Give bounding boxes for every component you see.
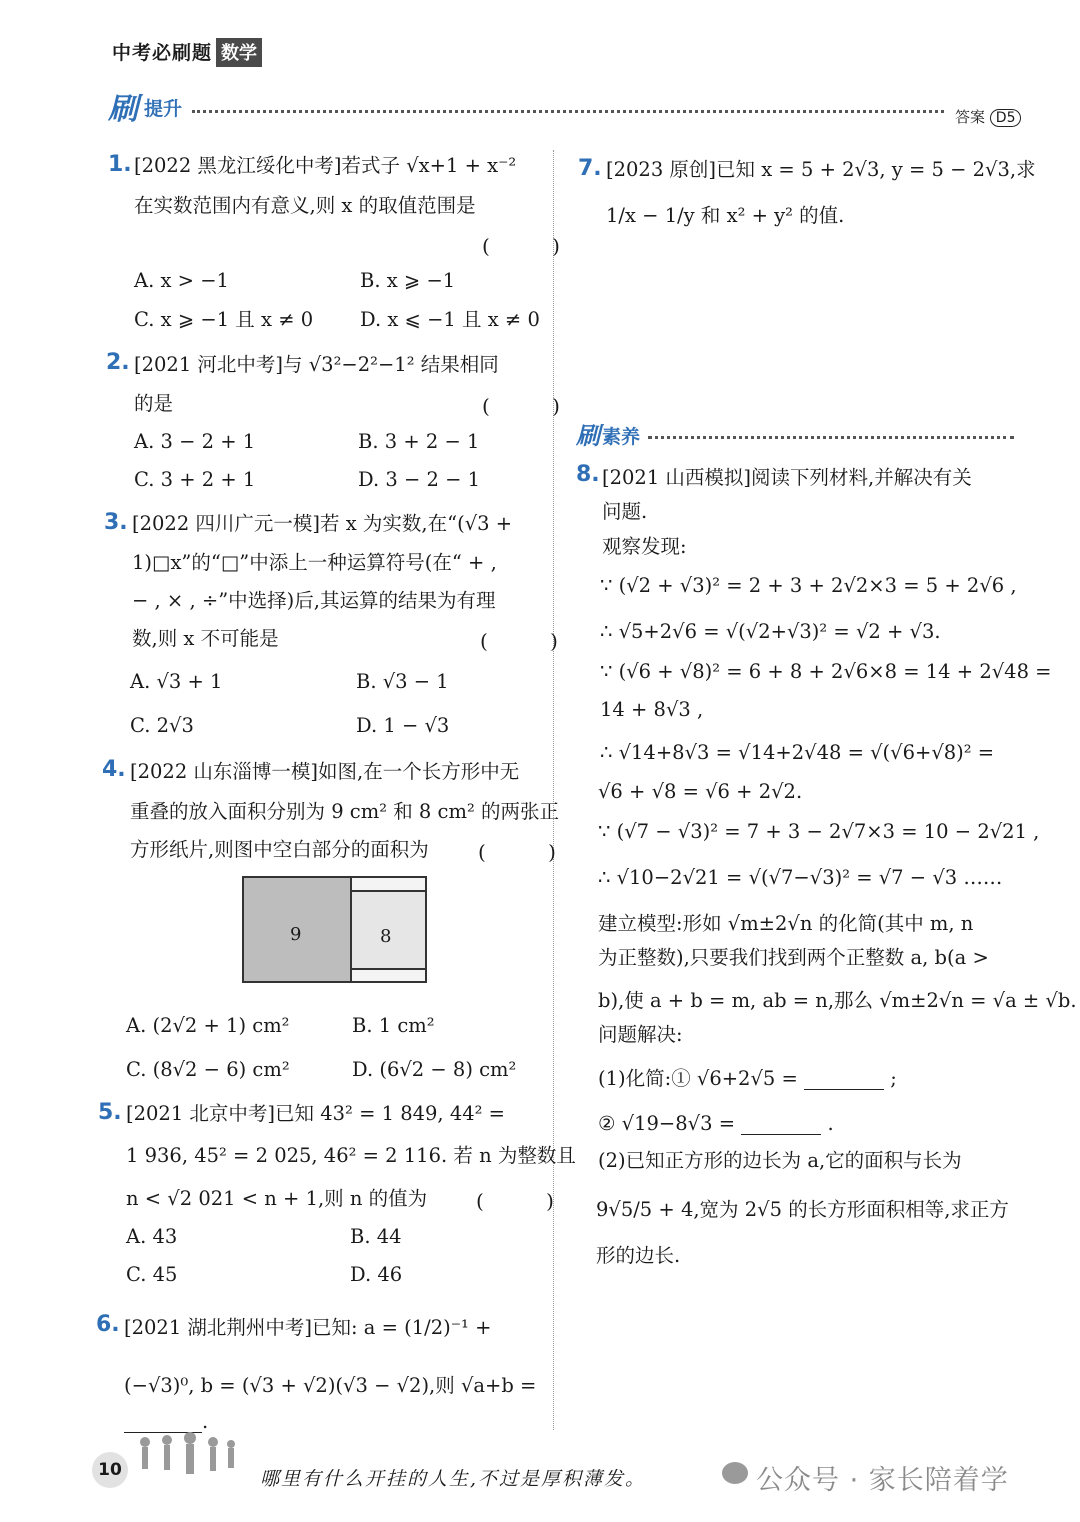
wechat-icon [722,1462,748,1484]
book-title: 中考必刷题 [112,42,213,64]
question-text: [2022 四川广元一模]若 x 为实数,在“(√3 + [132,512,513,535]
question-text: √6 + √8 = √6 + 2√2. [598,780,803,803]
option-c: C. 45 [126,1263,178,1286]
question-text: ∵ (√7 − √3)² = 7 + 3 − 2√7×3 = 10 − 2√21 , [598,820,1040,843]
question-text: 的是 [134,392,174,415]
square-9-label: 9 [290,924,302,945]
brush-icon: 刷 [576,422,600,450]
section-title-tisheng: 提升 [144,98,183,120]
question-text: 数,则 x 不可能是 [132,627,279,650]
option-b: B. 1 cm² [352,1014,435,1037]
rectangle-figure [242,876,427,983]
question-text: 形的边长. [596,1244,681,1267]
question-text: (2)已知正方形的边长为 a,它的面积与长为 [598,1149,962,1172]
question-text [598,1114,834,1135]
sub-question-1-1: (1)化简:① √6+2√5 = [598,1067,798,1090]
question-number: 6. [96,1312,120,1337]
section-title-suyang: 素养 [602,426,641,448]
answer-parentheses: ( ) [482,394,588,418]
question-text: ∴ √5+2√6 = √(√2+√3)² = √2 + √3. [600,620,941,643]
square-9 [244,878,352,981]
option-b: B. 44 [350,1225,402,1248]
question-number: 2. [106,350,130,375]
question-text: [2021 河北中考]与 √3²−2²−1² 结果相同 [134,353,499,376]
question-text: 方形纸片,则图中空白部分的面积为 [130,838,429,861]
question-number: 4. [102,757,126,782]
question-text: 重叠的放入面积分别为 9 cm² 和 8 cm² 的两张正 [130,800,559,823]
square-8 [350,890,425,970]
question-text: 14 + 8√3 , [600,698,704,721]
option-d: D. 46 [350,1263,403,1286]
question-text: (−√3)⁰, b = (√3 + √2)(√3 − √2),则 √a+b = [124,1374,537,1397]
question-text: ∴ √14+8√3 = √14+2√48 = √(√6+√8)² = [600,741,995,764]
subject-badge: 数学 [216,38,262,67]
answer-blank-line [124,1412,208,1433]
question-text: b),使 a + b = m, ab = n,那么 √m±2√n = √a ± √b. [598,989,1077,1012]
people-silhouette-icon [135,1432,240,1492]
option-a: A. 3 − 2 + 1 [134,430,256,453]
question-text: 1/x − 1/y 和 x² + y² 的值. [606,204,845,227]
answer-code: D5 [990,109,1022,127]
question-text: 问题解决: [598,1023,683,1046]
footer-motto: 哪里有什么开挂的人生,不过是厚积薄发。 [260,1468,647,1490]
question-text: ∵ (√6 + √8)² = 6 + 8 + 2√6×8 = 14 + 2√48 = [600,660,1052,683]
question-text: 1)□x”的“□”中添上一种运算符号(在“ + , [132,551,497,574]
option-d: D. 3 − 2 − 1 [358,468,481,491]
question-text: [2023 原创]已知 x = 5 + 2√3, y = 5 − 2√3,求 [606,158,1036,181]
answer-reference [955,106,1021,127]
question-text: 建立模型:形如 √m±2√n 的化简(其中 m, n [598,912,974,935]
sub-question-1-2: ② √19−8√3 = [598,1112,736,1135]
option-c: C. x ⩾ −1 且 x ≠ 0 [134,308,314,331]
question-text: 在实数范围内有意义,则 x 的取值范围是 [134,194,476,217]
question-text: [2022 山东淄博一模]如图,在一个长方形中无 [130,760,520,783]
question-text: [2022 黑龙江绥化中考]若式子 √x+1 + x⁻² [134,154,517,177]
option-b: B. 3 + 2 − 1 [358,430,480,453]
question-text: 为正整数),只要我们找到两个正整数 a, b(a > [598,946,989,969]
watermark: 公众号 · 家长陪着学 [756,1465,1009,1496]
question-text: [2021 山西模拟]阅读下列材料,并解决有关 [602,466,972,489]
option-d: D. 1 − √3 [356,714,450,737]
page-number: 10 [92,1452,128,1488]
question-text: 1 936, 45² = 2 025, 46² = 2 116. 若 n 为整数且 [126,1144,576,1167]
answer-label: 答案 [955,108,986,126]
question-number: 8. [576,462,600,487]
question-number: 7. [578,156,602,181]
punctuation: . [827,1112,834,1135]
question-number: 5. [98,1100,122,1125]
answer-parentheses: ( ) [478,840,584,864]
option-b: B. x ⩾ −1 [360,269,456,292]
option-d: D. x ⩽ −1 且 x ≠ 0 [360,308,540,331]
answer-parentheses: ( ) [480,629,586,653]
question-number: 1. [108,152,132,177]
punctuation: ; [890,1067,897,1090]
section-divider [648,436,1014,439]
question-text: [2021 北京中考]已知 43² = 1 849, 44² = [126,1102,505,1125]
option-c: C. (8√2 − 6) cm² [126,1058,290,1081]
option-a: A. 43 [126,1225,178,1248]
option-a: A. x > −1 [134,269,229,292]
question-text: 问题. [602,500,648,523]
square-8-label: 8 [380,926,392,947]
option-b: B. √3 − 1 [356,670,449,693]
option-d: D. (6√2 − 8) cm² [352,1058,517,1081]
option-c: C. 3 + 2 + 1 [134,468,256,491]
question-number: 3. [104,510,128,535]
question-text: 9√5/5 + 4,宽为 2√5 的长方形面积相等,求正方 [596,1198,1009,1221]
question-text: [2021 湖北荆州中考]已知: a = (1/2)⁻¹ + [124,1316,492,1339]
question-text: 观察发现: [602,535,687,558]
question-text: n < √2 021 < n + 1,则 n 的值为 [126,1187,428,1210]
question-text [598,1069,897,1090]
question-text: ∴ √10−2√21 = √(√7−√3)² = √7 − √3 …… [598,866,1003,889]
question-text: ∵ (√2 + √3)² = 2 + 3 + 2√2×3 = 5 + 2√6 , [600,574,1017,597]
option-a: A. (2√2 + 1) cm² [126,1014,290,1037]
punctuation: . [202,1410,209,1433]
question-text: − , × , ÷”中选择)后,其运算的结果为有理 [132,589,496,612]
answer-parentheses: ( ) [476,1189,582,1213]
section-divider [192,110,944,113]
brush-icon: 刷 [108,92,138,127]
option-c: C. 2√3 [130,714,194,737]
column-divider [553,150,554,1430]
answer-parentheses: ( ) [482,234,588,258]
option-a: A. √3 + 1 [130,670,223,693]
